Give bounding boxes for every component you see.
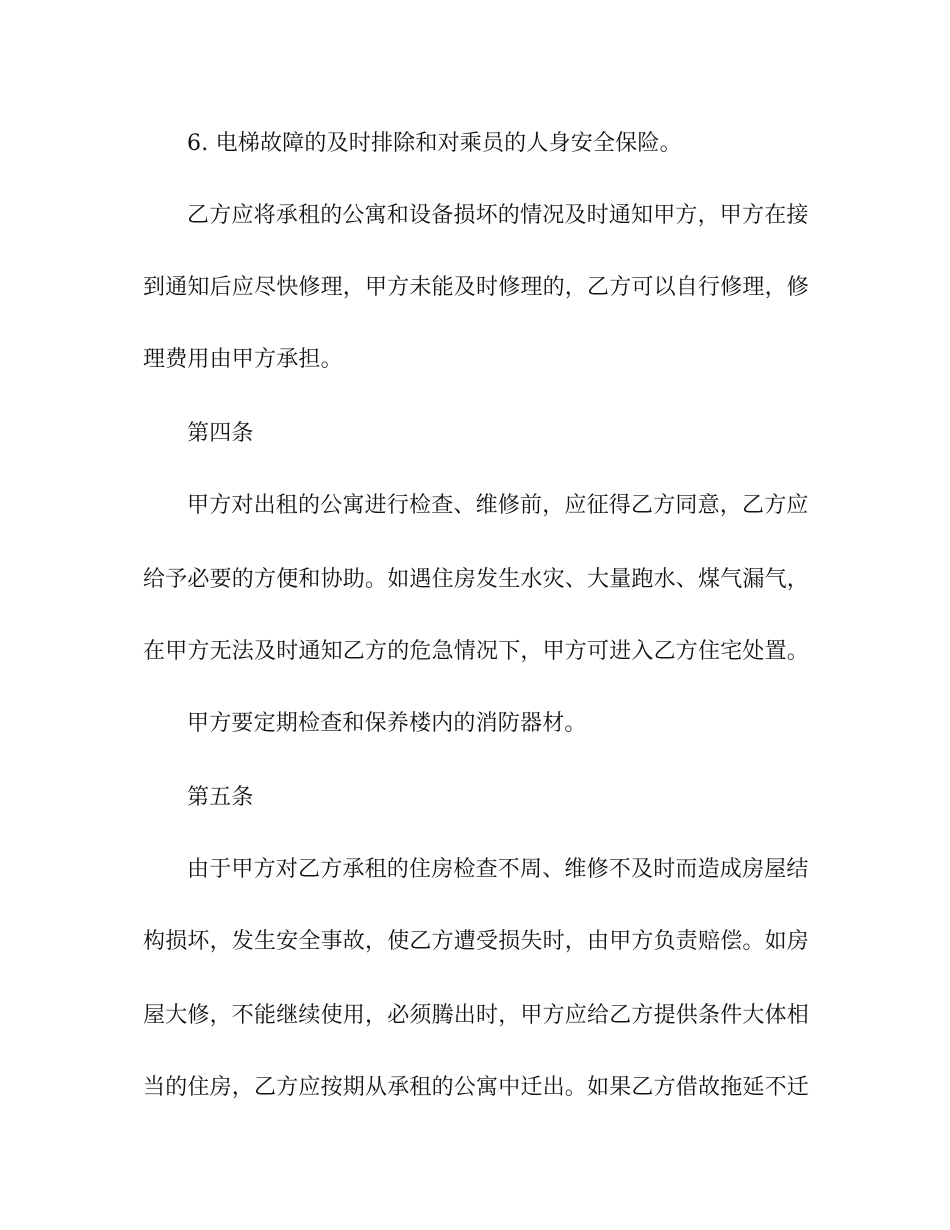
paragraph-line: 甲方对出租的公寓进行检查、维修前，应征得乙方同意，乙方应 — [187, 493, 809, 518]
paragraph-line: 到通知后应尽快修理，甲方未能及时修理的，乙方可以自行修理，修 — [143, 275, 810, 300]
article-heading-5: 第五条 — [187, 785, 254, 810]
paragraph-line-item-6: 6. 电梯故障的及时排除和对乘员的人身安全保险。 — [187, 131, 682, 156]
paragraph-line: 屋大修，不能继续使用，必须腾出时，甲方应给乙方提供条件大体相 — [143, 1003, 810, 1028]
paragraph-line: 由于甲方对乙方承租的住房检查不周、维修不及时而造成房屋结 — [187, 857, 809, 882]
paragraph-line: 乙方应将承租的公寓和设备损坏的情况及时通知甲方，甲方在接 — [187, 203, 809, 228]
paragraph-line: 理费用由甲方承担。 — [143, 347, 343, 372]
paragraph-line: 在甲方无法及时通知乙方的危急情况下，甲方可进入乙方住宅处置。 — [143, 639, 810, 664]
paragraph-line: 甲方要定期检查和保养楼内的消防器材。 — [187, 711, 587, 736]
paragraph-line: 当的住房，乙方应按期从承租的公寓中迁出。如果乙方借故拖延不迁 — [143, 1075, 810, 1100]
paragraph-line: 给予必要的方便和协助。如遇住房发生水灾、大量跑水、煤气漏气， — [143, 567, 810, 592]
paragraph-line: 构损坏，发生安全事故，使乙方遭受损失时，由甲方负责赔偿。如房 — [143, 929, 810, 954]
article-heading-4: 第四条 — [187, 421, 254, 446]
